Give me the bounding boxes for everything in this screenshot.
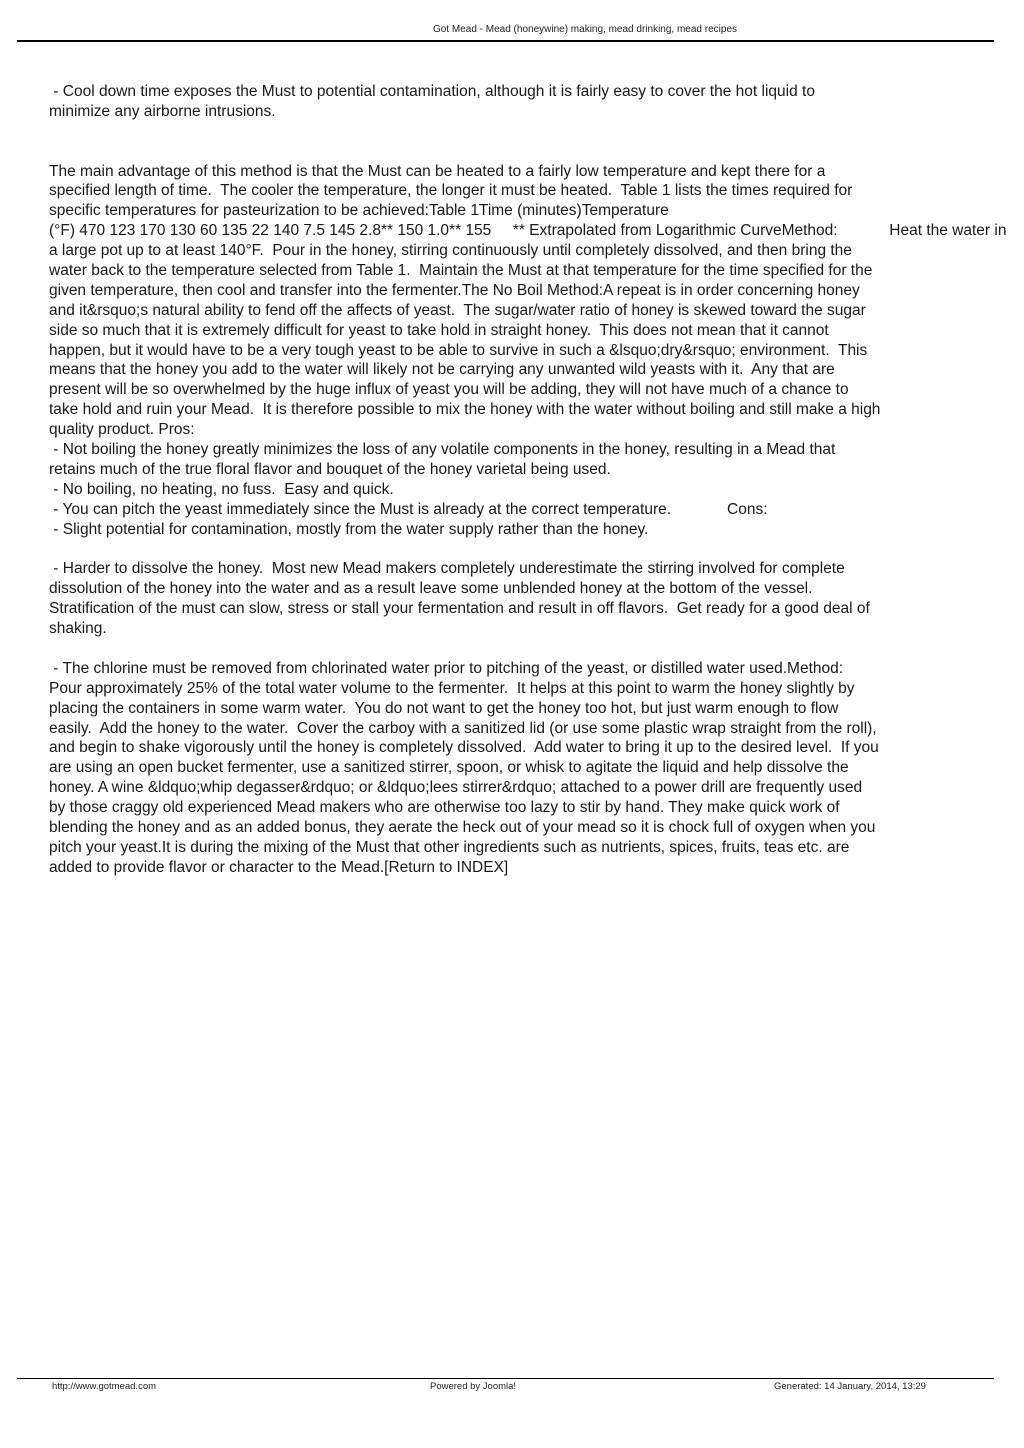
text-line: Pour approximately 25% of the total water volume to the fermenter. It helps at this point to warm the honey slightly by	[49, 679, 855, 697]
text-line: present will be so overwhelmed by the huge influx of yeast you will be adding, they will not have much of a chance to	[49, 381, 849, 399]
text-line: and begin to shake vigorously until the honey is completely dissolved. Add water to bring it up to the desired level. If you	[49, 739, 879, 757]
text-line: shaking.	[49, 620, 107, 638]
text-line: specific temperatures for pasteurization to be achieved:Table 1Time (minutes)Temperature	[49, 202, 669, 220]
text-line: honey. A wine &ldquo;whip degasser&rdquo; or &ldquo;lees stirrer&rdquo; attached to a power drill are frequently used	[49, 779, 863, 797]
header-title: Got Mead - Mead (honeywine) making, mead drinking, mead recipes	[432, 24, 738, 35]
page-footer	[0, 1381, 1024, 1395]
text-line: quality product. Pros:	[49, 421, 195, 439]
text-line: dissolution of the honey into the water and as a result leave some unblended honey at the bottom of the vessel.	[49, 580, 813, 598]
text-line: minimize any airborne intrusions.	[49, 102, 276, 120]
text-line: The main advantage of this method is that the Must can be heated to a fairly low temperature and kept there for a	[49, 162, 826, 180]
text-line: placing the containers in some warm water. You do not want to get the honey too hot, but just warm enough to flow	[49, 699, 839, 717]
text-line: specified length of time. The cooler the temperature, the longer it must be heated. Table 1 lists the times required for	[49, 182, 853, 200]
text-line: pitch your yeast.It is during the mixing of the Must that other ingredients such as nutrients, spices, fruits, teas etc. are	[49, 838, 850, 856]
footer-url-link[interactable]: http://www.gotmead.com	[52, 1381, 157, 1392]
text-line: - Not boiling the honey greatly minimizes the loss of any volatile components in the honey, resulting in a Mead that	[49, 441, 836, 459]
text-line: easily. Add the honey to the water. Cover the carboy with a sanitized lid (or use some plastic wrap straight from the roll),	[49, 719, 877, 737]
text-line: - Cool down time exposes the Must to potential contamination, although it is fairly easy to cover the hot liquid to	[49, 83, 815, 100]
text-line: a large pot up to at least 140°F. Pour in the honey, stirring continuously until completely dissolved, and then bring the	[49, 242, 852, 260]
text-line: retains much of the true floral flavor and bouquet of the honey varietal being used.	[49, 460, 611, 478]
text-line: - The chlorine must be removed from chlorinated water prior to pitching of the yeast, or distilled water used.Method:	[49, 659, 844, 677]
blank-line	[49, 142, 1024, 162]
header-rule	[17, 40, 994, 42]
text-line: - You can pitch the yeast immediately since the Must is already at the correct temperature. Cons:	[49, 500, 768, 518]
text-line: take hold and ruin your Mead. It is therefore possible to mix the honey with the water without boiling and still make a high	[49, 401, 881, 419]
text-line: means that the honey you add to the water will likely not be carrying any unwanted wild yeasts with it. Any that are	[49, 361, 835, 379]
text-line: - No boiling, no heating, no fuss. Easy and quick.	[49, 480, 394, 498]
blank-line	[49, 122, 1024, 142]
text-line: side so much that it is extremely difficult for yeast to take hold in straight honey. This does not mean that it cannot	[49, 321, 829, 339]
text-line: happen, but it would have to be a very tough yeast to be able to survive in such a &lsquo;dry&rsquo; environment. This	[49, 341, 868, 359]
text-line: (°F) 470 123 170 130 60 135 22 140 7.5 145 2.8** 150 1.0** 155 ** Extrapolated from Logarithmic CurveMethod: Heat the water in	[49, 222, 1007, 240]
text-line: given temperature, then cool and transfer into the fermenter.The No Boil Method:A repeat is in order concerning honey	[49, 281, 860, 299]
text-line: water back to the temperature selected from Table 1. Maintain the Must at that temperature for the time specified for the	[49, 262, 873, 280]
text-line: and it&rsquo;s natural ability to fend off the affects of yeast. The sugar/water ratio of honey is skewed toward the sugar	[49, 301, 866, 319]
text-line: - Harder to dissolve the honey. Most new Mead makers completely underestimate the stirring involved for complete	[49, 560, 845, 578]
text-line: blending the honey and as an added bonus, they aerate the heck out of your mead so it is chock full of oxygen when you	[49, 818, 876, 836]
blank-line	[49, 639, 1024, 659]
page-header	[0, 24, 1024, 40]
footer-generated-date: Generated: 14 January, 2014, 13:29	[774, 1381, 926, 1392]
footer-powered-by: Powered by Joomla!	[430, 1381, 517, 1392]
blank-line	[49, 539, 1024, 559]
footer-rule	[17, 1378, 994, 1379]
text-line: added to provide flavor or character to the Mead.[Return to INDEX]	[49, 858, 509, 876]
text-line: by those craggy old experienced Mead makers who are otherwise too lazy to stir by hand. They make quick work of	[49, 799, 840, 817]
text-line: Stratification of the must can slow, stress or stall your fermentation and result in off flavors. Get ready for a good deal of	[49, 600, 870, 618]
text-line: are using an open bucket fermenter, use a sanitized stirrer, spoon, or whisk to agitate the liquid and help dissolve the	[49, 759, 849, 777]
text-line: - Slight potential for contamination, mostly from the water supply rather than the honey.	[49, 520, 649, 538]
article-body	[49, 82, 1024, 878]
